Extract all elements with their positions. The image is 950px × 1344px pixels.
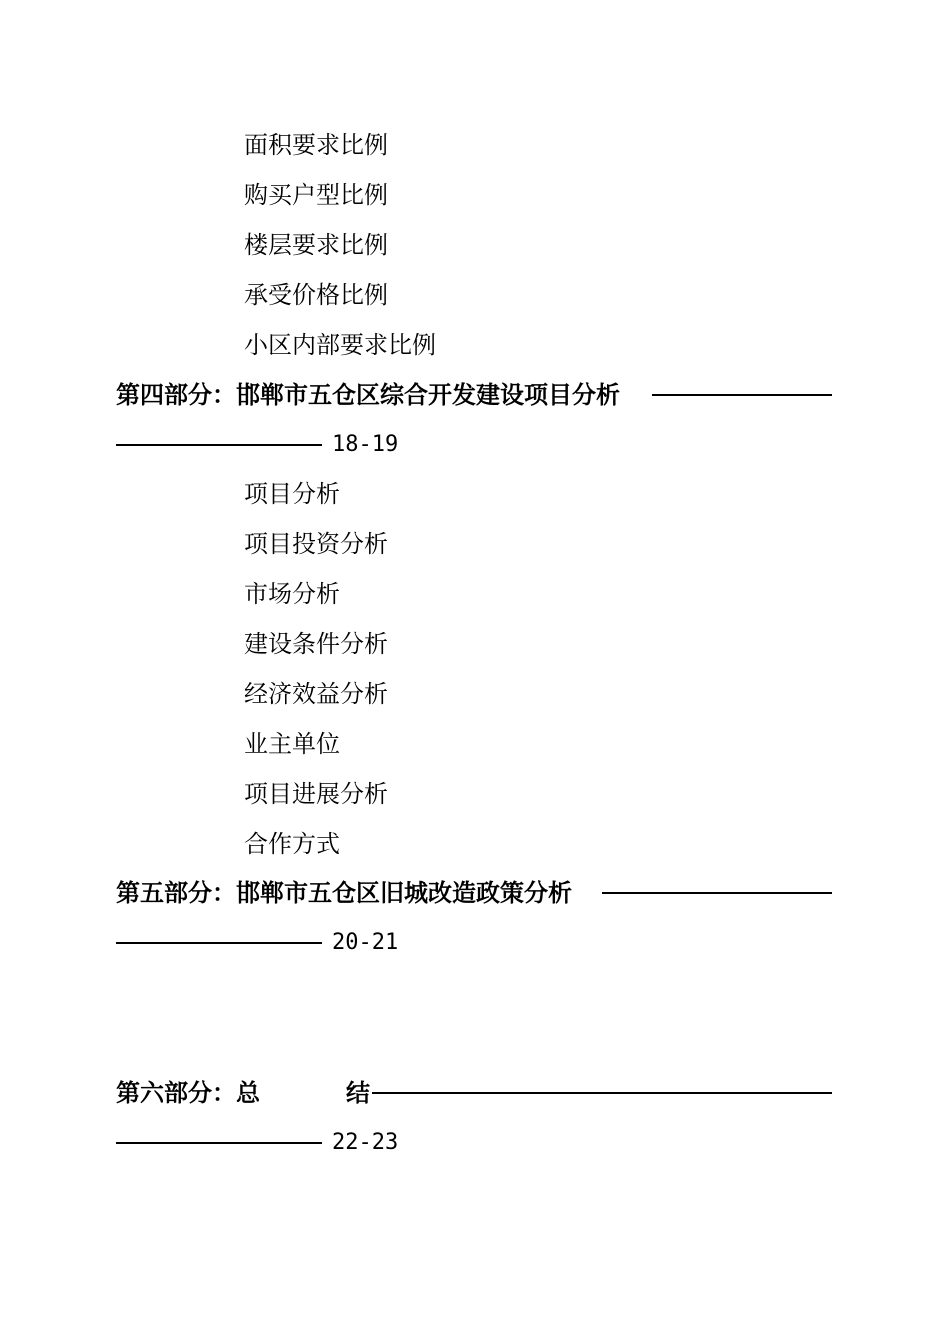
page-range: 22-23 [332, 1130, 399, 1155]
toc-subitem: 楼层要求比例 [244, 231, 388, 259]
section-title: 第四部分：邯郸市五仓区综合开发建设项目分析 [116, 380, 620, 409]
toc-subitem: 市场分析 [244, 580, 340, 608]
leader-line [116, 942, 322, 944]
toc-section-part6 [116, 1077, 832, 1109]
toc-subitem: 项目投资分析 [244, 530, 388, 558]
section-title-a: 第六部分：总 [116, 1078, 260, 1107]
section-title: 第五部分：邯郸市五仓区旧城改造政策分析 [116, 878, 572, 907]
toc-subitem: 项目分析 [244, 480, 340, 508]
leader-line [372, 1092, 832, 1094]
toc-subitem: 合作方式 [244, 830, 340, 858]
toc-subitem: 面积要求比例 [244, 131, 388, 159]
toc-subitem: 建设条件分析 [244, 630, 388, 658]
toc-subitem: 项目进展分析 [244, 780, 388, 808]
toc-subitem: 经济效益分析 [244, 680, 388, 708]
toc-section-part4 [116, 379, 832, 411]
page-range: 20-21 [332, 930, 399, 955]
toc-subitem: 小区内部要求比例 [244, 331, 436, 359]
leader-line [116, 444, 322, 446]
leader-line [652, 394, 832, 396]
section-title-b: 结 [346, 1078, 370, 1107]
toc-subitem: 购买户型比例 [244, 181, 388, 209]
toc-subitem: 承受价格比例 [244, 281, 388, 309]
toc-subitem: 业主单位 [244, 730, 340, 758]
leader-line [602, 892, 832, 894]
leader-line [116, 1142, 322, 1144]
page-range: 18-19 [332, 432, 399, 457]
toc-section-part5 [116, 877, 832, 909]
